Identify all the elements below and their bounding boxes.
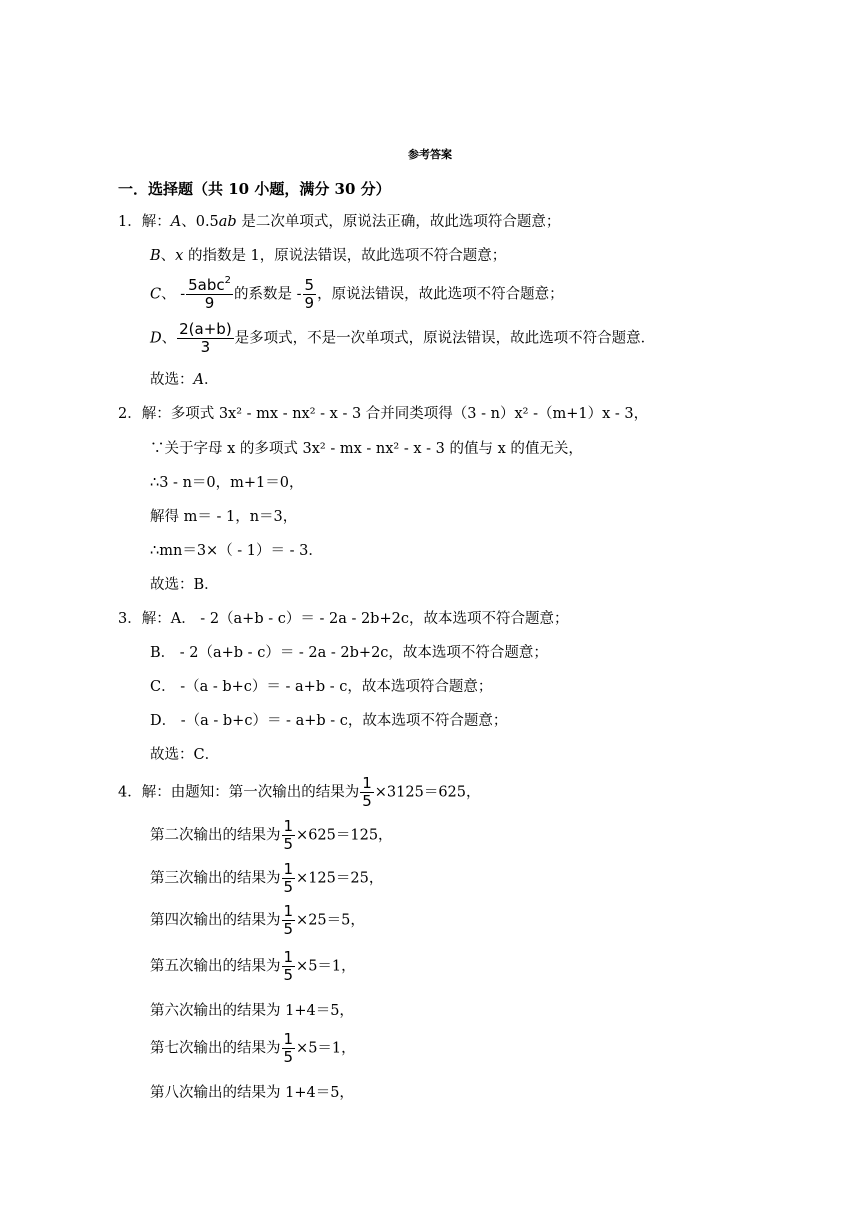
fraction-1-over-5: $\frac{1}{5}$	[283, 948, 294, 984]
fraction-5abc2-over-9: $\frac{5abc^2}{9}$	[188, 275, 232, 312]
q4-line-4: 第四次输出的结果为 $\frac{1}{5}$ ×25＝5，	[150, 902, 365, 938]
q2-answer: 故选：B．	[150, 577, 219, 593]
q4-line-3: 第三次输出的结果为 $\frac{1}{5}$ ×125＝25，	[150, 860, 384, 896]
q1-line-3: C、 - $\frac{5abc^2}{9}$ 的系数是 - $\frac{5}{9}$ ，原说法错误，故此选项不符合题意；	[150, 275, 564, 312]
q4-line-2: 第二次输出的结果为 $\frac{1}{5}$ ×625＝125，	[150, 817, 393, 853]
q2-line-1: 2．解：多项式 3x² - mx - nx² - x - 3 合并同类项得（3 - n）x² -（m+1）x - 3，	[118, 406, 649, 422]
q1-line-4: D、 $\frac{2(a+b)}{3}$ 是多项式，不是一次单项式，原说法错误，故此选项不符合题意．	[150, 320, 656, 356]
page-title: 参考答案	[408, 148, 452, 161]
q4-line-7: 第七次输出的结果为 $\frac{1}{5}$ ×5＝1，	[150, 1030, 356, 1066]
q4-line-6: 第六次输出的结果为 1+4＝5，	[150, 1003, 354, 1019]
q3-answer: 故选：C．	[150, 747, 220, 763]
q3-line-1: 3．解：A． - 2（a+b - c）＝ - 2a - 2b+2c，故本选项不符合题意；	[118, 611, 569, 627]
q2-line-4: 解得 m＝ - 1，n＝3，	[150, 509, 298, 525]
q4-line-5: 第五次输出的结果为 $\frac{1}{5}$ ×5＝1，	[150, 948, 356, 984]
q1-answer: 故选：A．	[150, 372, 219, 388]
q2-line-3: ∴3 - n＝0，m+1＝0，	[150, 475, 304, 491]
q3-line-4: D． -（a - b+c）＝ - a+b - c，故本选项不符合题意；	[150, 713, 508, 729]
q4-line-1: 4．解：由题知：第一次输出的结果为 $\frac{1}{5}$ ×3125＝625，	[118, 774, 481, 810]
q2-line-2: ∵关于字母 x 的多项式 3x² - mx - nx² - x - 3 的值与 x 的值无关，	[150, 441, 583, 457]
fraction-1-over-5: $\frac{1}{5}$	[283, 902, 294, 938]
section-heading: 一．选择题（共 10 小题，满分 30 分）	[118, 180, 391, 198]
q3-line-3: C． -（a - b+c）＝ - a+b - c，故本选项符合题意；	[150, 679, 493, 695]
q1-line-1: 1．解：A、0.5ab 是二次单项式，原说法正确，故此选项符合题意；	[118, 214, 561, 230]
fraction-2ab-over-3: $\frac{2(a+b)}{3}$	[179, 320, 232, 356]
fraction-1-over-5: $\frac{1}{5}$	[283, 817, 294, 853]
q4-line-8: 第八次输出的结果为 1+4＝5，	[150, 1085, 354, 1101]
fraction-1-over-5: $\frac{1}{5}$	[283, 860, 294, 896]
q1-line-2: B、x 的指数是 1，原说法错误，故此选项不符合题意；	[150, 248, 507, 264]
fraction-1-over-5: $\frac{1}{5}$	[283, 1030, 294, 1066]
q2-line-5: ∴mn＝3×（ - 1）＝ - 3．	[150, 543, 323, 559]
fraction-5-over-9: $\frac{5}{9}$	[304, 276, 315, 312]
fraction-1-over-5: $\frac{1}{5}$	[362, 774, 372, 810]
q3-line-2: B． - 2（a+b - c）＝ - 2a - 2b+2c，故本选项不符合题意；	[150, 645, 548, 661]
